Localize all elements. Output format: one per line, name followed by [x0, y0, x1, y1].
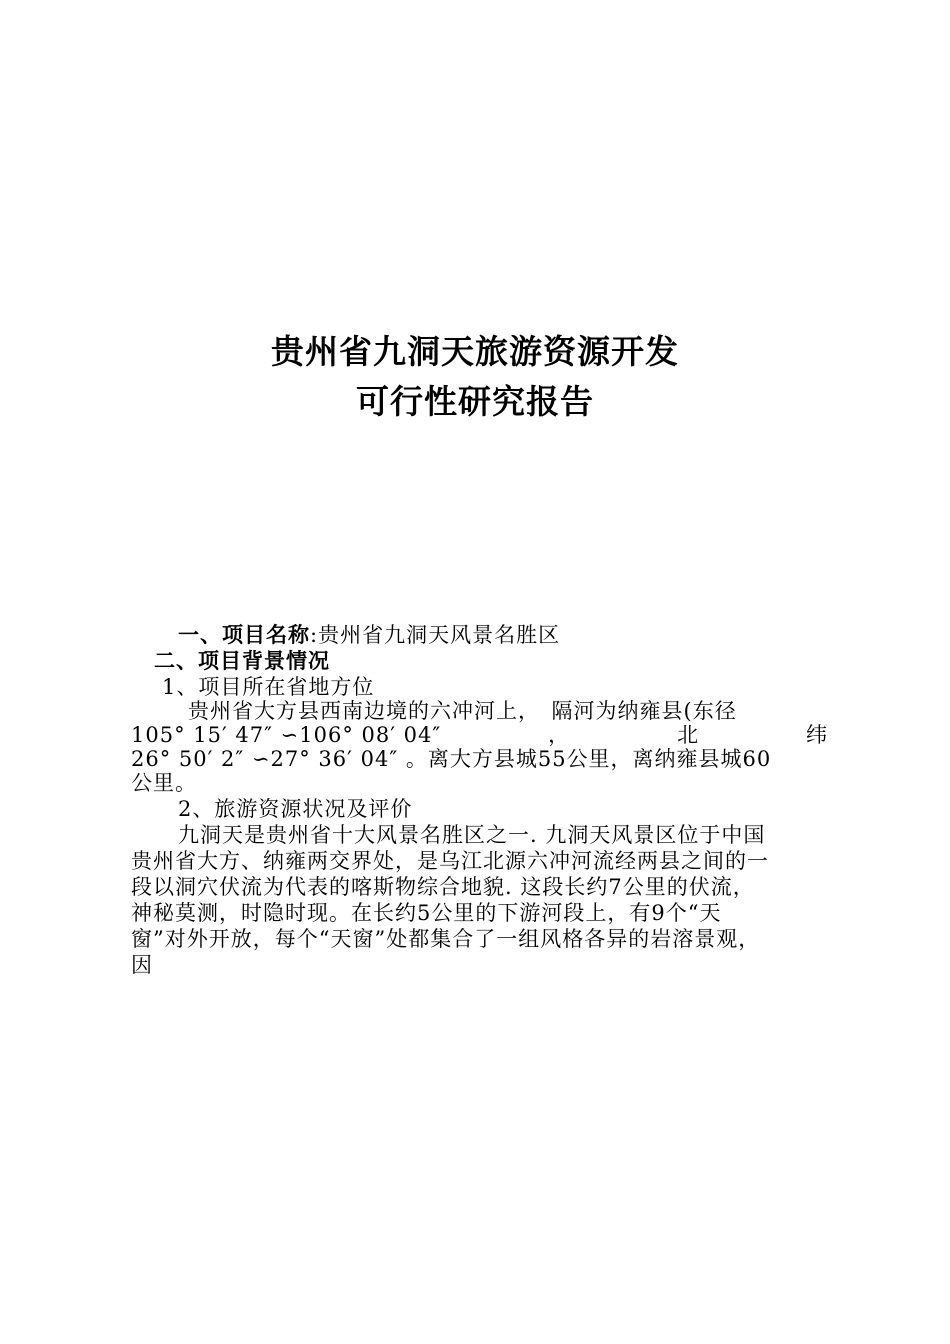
- section1-value: :贵州省九洞天风景名胜区: [310, 623, 561, 647]
- section2-heading: 二、项目背景情况: [154, 649, 330, 673]
- document-title-line1: 贵州省九洞天旅游资源开发: [271, 332, 679, 371]
- para2-line5: 窗”对外开放，每个“天窗”处都集合了一组风格各异的岩溶景观，: [131, 927, 761, 951]
- para1-line2-comma: ，: [548, 723, 571, 747]
- para1-line2-north: 北: [677, 723, 700, 747]
- para1-line2-latitude: 纬: [805, 723, 828, 747]
- para2-line6: 因: [131, 953, 153, 977]
- para2-line1: 九洞天是贵州省十大风景名胜区之一. 九洞天风景区位于中国: [178, 823, 766, 847]
- para2-line3: 段以洞穴伏流为代表的喀斯物综合地貌. 这段长约7公里的伏流，: [131, 875, 755, 899]
- subsection2-heading: 2、旅游资源状况及评价: [178, 797, 413, 821]
- section1-heading: 一、项目名称: [178, 623, 310, 647]
- section1-line: [178, 622, 560, 648]
- para1-line2: [131, 722, 828, 748]
- subsection1-heading: 1、项目所在省地方位: [162, 675, 375, 699]
- para2-line2: 贵州省大方、纳雍两交界处，是乌江北源六冲河流经两县之间的一: [131, 849, 769, 873]
- document-title-line2: 可行性研究报告: [356, 382, 594, 421]
- para1-line4: 公里。: [131, 771, 197, 795]
- para1-line3: 26° 50′ 2″ ∽27° 36′ 04″ 。离大方县城55公里，离纳雍县城60: [131, 747, 772, 771]
- para1-line1: 贵州省大方县西南边境的六冲河上， 隔河为纳雍县(东径: [188, 699, 737, 723]
- para2-line4: 神秘莫测，时隐时现。在长约5公里的下游河段上，有9个“天: [131, 901, 722, 925]
- para1-line2-coords: 105° 15′ 47″ ∽106° 08′ 04″: [131, 723, 442, 747]
